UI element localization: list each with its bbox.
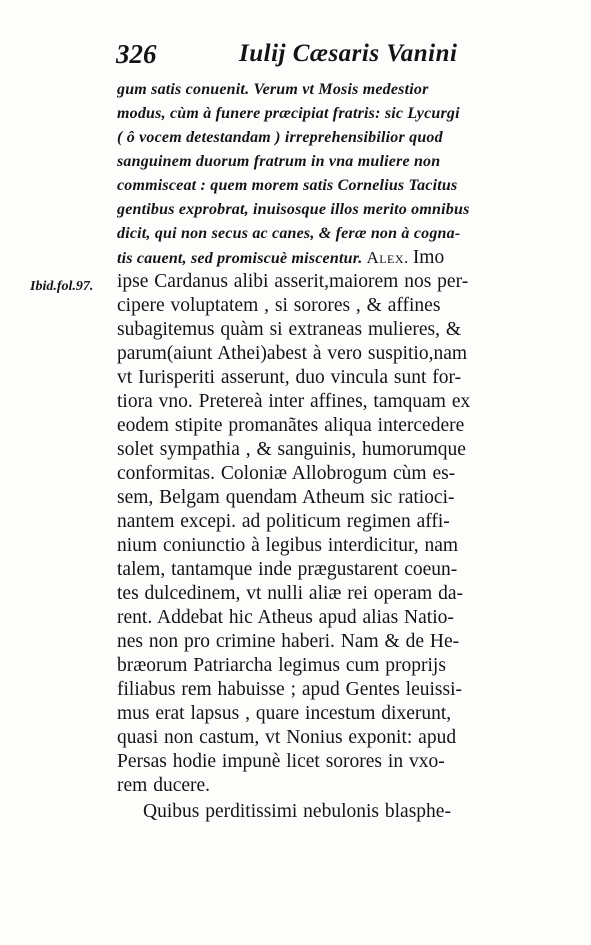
text-line: subagitemus quàm si extraneas mulieres, & bbox=[117, 319, 462, 340]
text-line: bræorum Patriarcha legimus cum proprijs bbox=[117, 655, 446, 676]
text-line: dicit, qui non secus ac canes, & feræ non à cogna- bbox=[117, 225, 461, 242]
text-line: rem ducere. bbox=[117, 775, 211, 796]
text-line: talem, tantamque inde prægustarent coeun- bbox=[117, 559, 458, 580]
running-head: Iulij Cæsaris Vanini bbox=[239, 40, 458, 67]
text-line: quasi non castum, vt Nonius exponit: apud bbox=[117, 727, 457, 748]
speaker-label: Alex. bbox=[366, 248, 409, 267]
text-line: conformitas. Coloniæ Allobrogum cùm es- bbox=[117, 463, 456, 484]
paragraph-start-line: Quibus perditissimi nebulonis blasphe- bbox=[143, 801, 451, 822]
text-line: tes dulcedinem, vt nulli aliæ rei operam da- bbox=[117, 583, 463, 604]
text-line: ipse Cardanus alibi asserit,maiorem nos per- bbox=[117, 271, 469, 292]
text-line: solet sympathia , & sanguinis, humorumque bbox=[117, 439, 466, 460]
text-line: gum satis conuenit. Verum vt Mosis medestior bbox=[117, 81, 429, 98]
page-number: 326 bbox=[116, 39, 157, 69]
margin-note: Ibid.fol.97. bbox=[30, 279, 94, 294]
text-line: nes non pro crimine haberi. Nam & de He- bbox=[117, 631, 460, 652]
text-line: parum(aiunt Athei)abest à vero suspitio,nam bbox=[117, 343, 468, 364]
text-line: commisceat : quem morem satis Cornelius Tacitus bbox=[117, 177, 458, 194]
text-line: rent. Addebat hic Atheus apud alias Natio- bbox=[117, 607, 454, 628]
italic-segment: tis cauent, sed promiscuè miscentur. bbox=[117, 250, 363, 267]
text-line: tiora vno. Pretereà inter affines, tamquam ex bbox=[117, 391, 471, 412]
text-line: modus, cùm à funere præcipiat fratris: sic Lycurgi bbox=[117, 105, 460, 122]
text-line: vt Iurisperiti asserunt, duo vincula sunt for- bbox=[117, 367, 462, 388]
text-line: gentibus exprobrat, inuisosque illos merito omnibus bbox=[117, 201, 470, 218]
page-header bbox=[116, 36, 516, 72]
text-line: nantem excepi. ad politicum regimen affi- bbox=[117, 511, 450, 532]
text-line-mixed bbox=[117, 246, 525, 270]
text-line: eodem stipite promanãtes aliqua intercedere bbox=[117, 415, 465, 436]
text-line: sem, Belgam quendam Atheum sic ratioci- bbox=[117, 487, 455, 508]
text-line: sanguinem duorum fratrum in vna muliere non bbox=[117, 153, 441, 170]
text-line: ( ô vocem detestandam ) irreprehensibilior quod bbox=[117, 129, 443, 146]
roman-segment: Imo bbox=[412, 247, 445, 268]
text-line: Persas hodie impunè licet sorores in vxo- bbox=[117, 751, 445, 772]
text-line: cipere voluptatem , si sorores , & affines bbox=[117, 295, 441, 316]
text-line: nium coniunctio à legibus interdicitur, nam bbox=[117, 535, 459, 556]
text-line: mus erat lapsus , quare incestum dixerunt, bbox=[117, 703, 452, 724]
text-line: filiabus rem habuisse ; apud Gentes leuissi- bbox=[117, 679, 463, 700]
